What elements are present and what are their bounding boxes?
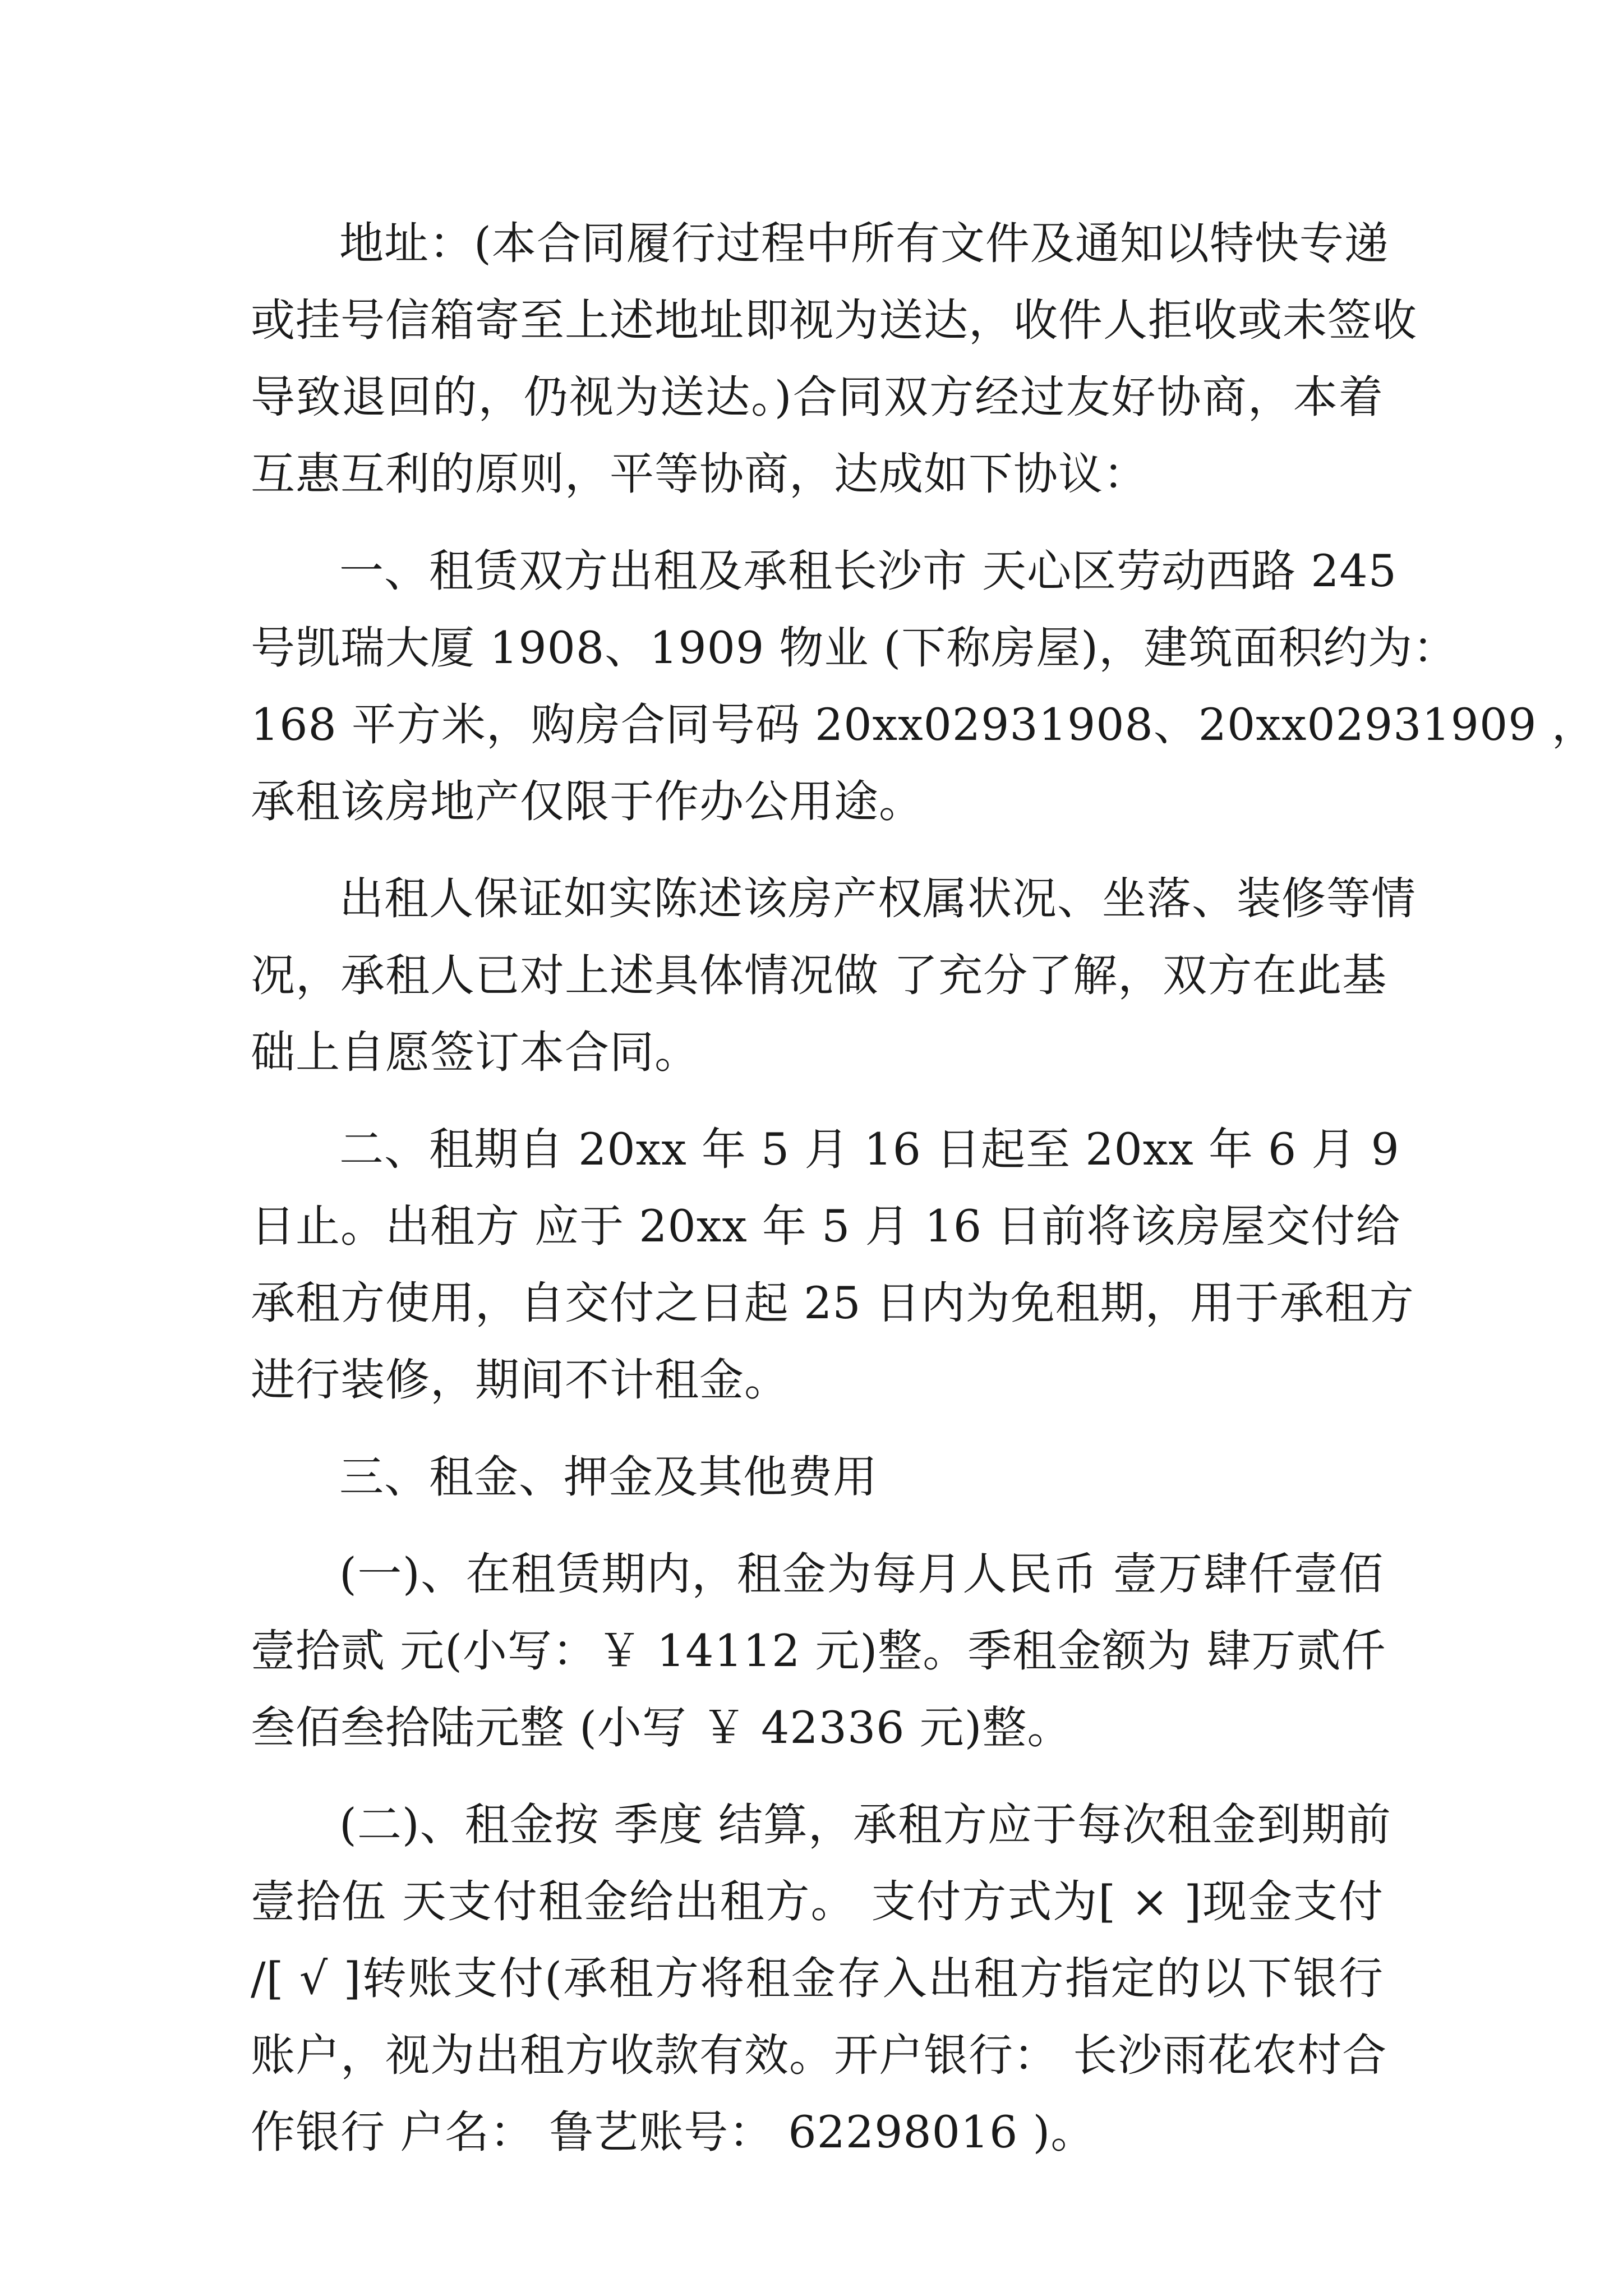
paragraph-line: 互惠互利的原则，平等协商，达成如下协议： xyxy=(251,448,1148,500)
paragraph-address xyxy=(251,205,1417,513)
paragraph-line: 进行装修，期间不计租金。 xyxy=(251,1354,789,1406)
paragraph-rent-payment xyxy=(251,1787,1391,2171)
paragraph-line: 叁佰叁拾陆元整 (小写 ￥ 42336 元)整。 xyxy=(251,1702,1072,1754)
paragraph-line: 况，承租人已对上述具体情况做 了充分了解，双方在此基 xyxy=(251,950,1387,1001)
paragraph-line: 导致退回的，仍视为送达。)合同双方经过友好协商，本着 xyxy=(251,371,1384,423)
paragraph-line: 承租方使用，自交付之日起 25 日内为免租期，用于承租方 xyxy=(251,1277,1414,1329)
paragraph-line: (一)、在租赁期内，租金为每月人民币 壹万肆仟壹佰 xyxy=(339,1548,1384,1600)
paragraph-line: 壹拾贰 元(小写：￥ 14112 元)整。季租金额为 肆万贰仟 xyxy=(251,1625,1386,1677)
paragraph-line: 或挂号信箱寄至上述地址即视为送达，收件人拒收或未签收 xyxy=(251,295,1417,346)
paragraph-line: 作银行 户名： 鲁艺账号： 62298016 )。 xyxy=(251,2106,1096,2158)
paragraph-line: 号凯瑞大厦 1908、1909 物业 (下称房屋)，建筑面积约为： xyxy=(251,622,1458,674)
section-heading: 三、租金、押金及其他费用 xyxy=(339,1451,878,1503)
paragraph-clause-3-heading xyxy=(251,1439,1384,1516)
paragraph-line: 出租人保证如实陈述该房产权属状况、坐落、装修等情 xyxy=(339,873,1416,924)
paragraph-line: 168 平方米，购房合同号码 20xx02931908、20xx02931909 ， xyxy=(251,699,1597,751)
paragraph-rent-amount xyxy=(251,1536,1384,1766)
paragraph-line: /[ √ ]转账支付(承租方将租金存入出租方指定的以下银行 xyxy=(251,1953,1384,2004)
paragraph-clause-2 xyxy=(251,1111,1414,1419)
paragraph-line: 账户，视为出租方收款有效。开户银行： 长沙雨花农村合 xyxy=(251,2030,1387,2081)
paragraph-line: 壹拾伍 天支付租金给出租方。 支付方式为[ × ]现金支付 xyxy=(251,1876,1384,1927)
paragraph-line: (二)、租金按 季度 结算，承租方应于每次租金到期前 xyxy=(339,1799,1391,1851)
paragraph-line: 日止。出租方 应于 20xx 年 5 月 16 日前将该房屋交付给 xyxy=(251,1200,1401,1252)
paragraph-line: 承租该房地产仅限于作办公用途。 xyxy=(251,776,924,827)
paragraph-line: 础上自愿签订本合同。 xyxy=(251,1027,699,1078)
paragraph-clause-1 xyxy=(251,533,1597,840)
document-body xyxy=(251,205,1597,2171)
paragraph-landlord-guarantee xyxy=(251,861,1416,1091)
paragraph-line: 二、租期自 20xx 年 5 月 16 日起至 20xx 年 6 月 9 xyxy=(339,1124,1400,1175)
paragraph-line: 一、租赁双方出租及承租长沙市 天心区劳动西路 245 xyxy=(339,545,1398,597)
paragraph-line: 地址：(本合同履行过程中所有文件及通知以特快专递 xyxy=(339,218,1389,269)
